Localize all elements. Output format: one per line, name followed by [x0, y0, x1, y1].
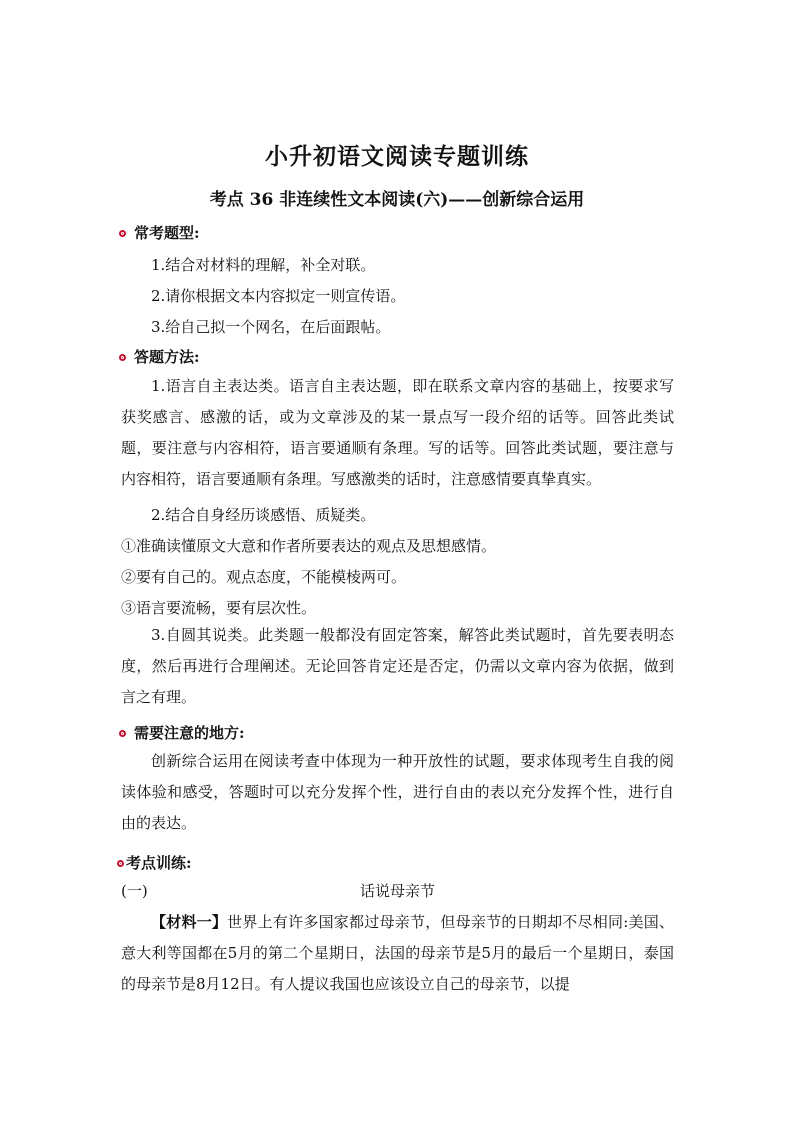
part-title: 话说母亲节 [359, 882, 435, 900]
list-item: 3.给自己拟一个网名，在后面跟帖。 [151, 318, 391, 336]
list-item: 1.结合对材料的理解，补全对联。 [151, 256, 376, 274]
bullet-icon [119, 354, 126, 361]
method-paragraph-3: 3.自圆其说类。此类题一般都没有固定答案，解答此类试题时，首先要表明态度，然后再进行合理阐述。无论回答肯定还是否定，仍需以文章内容为依据，做到言之有理。 [121, 626, 674, 706]
material-paragraph [121, 907, 674, 1000]
bullet-icon [119, 230, 126, 237]
section-heading: 答题方法: [134, 348, 200, 366]
section-heading: 考点训练: [126, 854, 192, 872]
material-text: 世界上有许多国家都过母亲节，但母亲节的日期却不尽相同:美国、意大利等国都在5月的第二个星期日，法国的母亲节是5月的最后一个星期日，泰国的母亲节是8月12日。有人提议我国也应该设立自己的母亲节，以提 [121, 913, 674, 993]
section-question-types [119, 222, 200, 243]
notes-paragraph: 创新综合运用在阅读考查中体现为一种开放性的试题，要求体现考生自我的阅读体验和感受，答题时可以充分发挥个性，进行自由的表以充分发挥个性，进行自由的表达。 [121, 752, 674, 832]
section-heading: 常考题型: [134, 224, 200, 242]
section-methods [119, 346, 200, 367]
material-label: 【材料一】 [151, 913, 228, 931]
method-paragraph-2: 2.结合自身经历谈感悟、质疑类。 [151, 506, 376, 524]
section-heading: 需要注意的地方: [134, 724, 245, 742]
section-training [117, 852, 192, 873]
list-item: ②要有自己的。观点态度，不能模棱两可。 [121, 568, 407, 586]
part-number: (一) [121, 882, 148, 900]
section-notes [119, 722, 245, 743]
bullet-icon [117, 860, 124, 867]
page-title: 小升初语文阅读专题训练 [265, 143, 529, 170]
method-paragraph-1: 1.语言自主表达类。语言自主表达题，即在联系文章内容的基础上，按要求写获奖感言、感激的话，或为文章涉及的某一景点写一段介绍的话等。回答此类试题，要注意与内容相符，语言要通顺有条理。写的话等。回答此类试题，要注意与内容相符，语言要通顺有条理。写感激类的话时，注意感情要真挚真实。 [121, 377, 674, 488]
list-item: ①准确读懂原文大意和作者所要表达的观点及思想感情。 [121, 537, 497, 555]
bullet-icon [119, 730, 126, 737]
list-item: 2.请你根据文本内容拟定一则宣传语。 [151, 287, 406, 305]
page-subtitle: 考点 36 非连续性文本阅读(六)——创新综合运用 [209, 190, 585, 210]
list-item: ③语言要流畅，要有层次性。 [121, 599, 317, 617]
